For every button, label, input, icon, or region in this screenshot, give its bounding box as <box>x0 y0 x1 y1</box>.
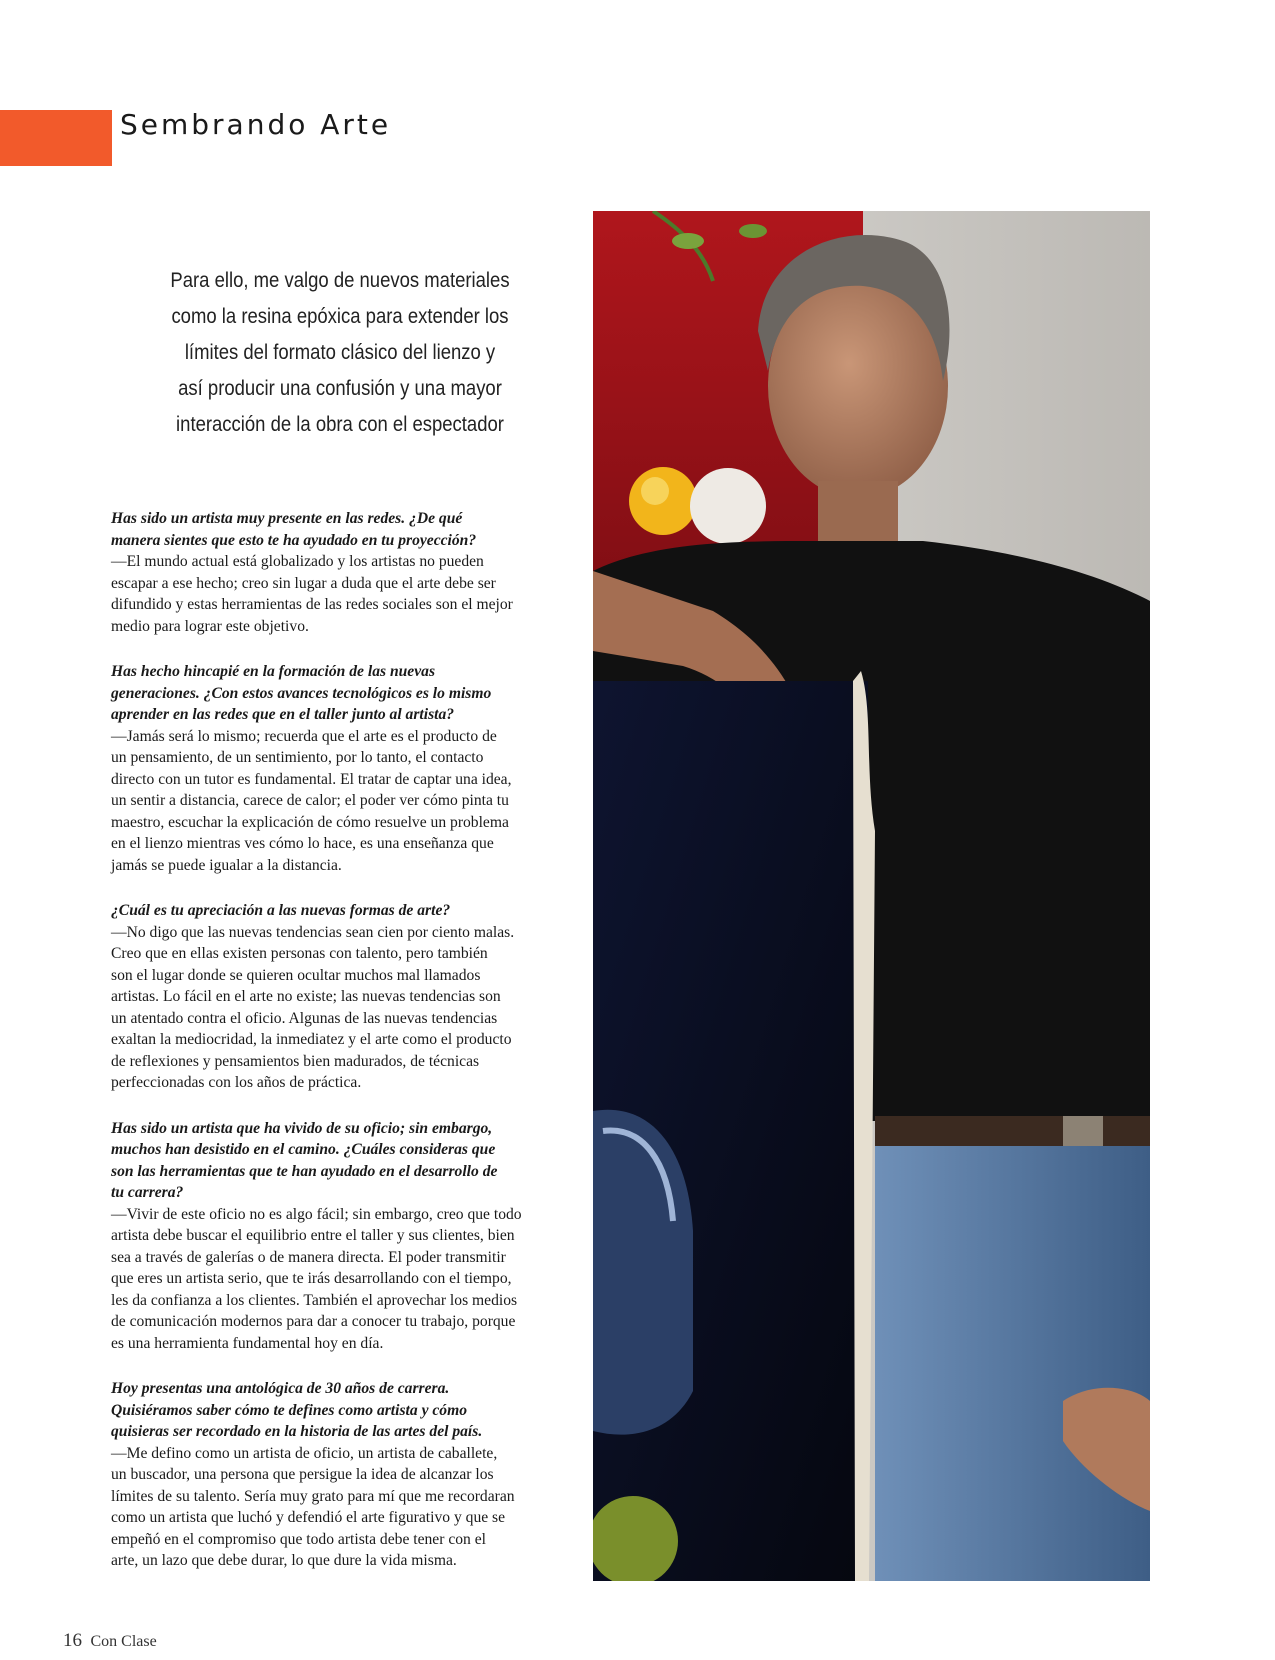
pull-quote-line: Para ello, me valgo de nuevos materiales <box>170 268 510 292</box>
page-footer <box>63 1630 157 1652</box>
answer-line: como un artista que luchó y defendió el arte figurativo y que se <box>111 1509 506 1526</box>
question-line: quisieras ser recordado en la historia de las artes del país. <box>111 1423 483 1440</box>
artist-portrait-photo <box>593 211 1150 1581</box>
answer <box>111 726 573 877</box>
answer-line: jamás se puede igualar a la distancia. <box>111 856 342 874</box>
answer-line: límites de su talento. Sería muy grato para mí que me recordaran <box>111 1487 515 1505</box>
qa-block <box>111 508 573 637</box>
answer-line: —No digo que las nuevas tendencias sean cien por ciento malas. <box>111 923 515 941</box>
question-line: Has sido un artista que ha vivido de su oficio; sin embargo, <box>111 1119 493 1137</box>
answer-line: escapar a ese hecho; creo sin lugar a duda que el arte debe ser <box>111 574 496 592</box>
answer-line: que eres un artista serio, que te irás desarrollando con el tiempo, <box>111 1270 512 1287</box>
answer-line: en el lienzo mientras ves cómo lo hace, es una enseñanza que <box>111 835 494 852</box>
pull-quote-line: límites del formato clásico del lienzo y <box>184 340 496 364</box>
question <box>111 508 573 551</box>
answer-line: son el lugar donde se quieren ocultar muchos mal llamados <box>111 966 481 984</box>
question <box>111 900 573 922</box>
qa-block <box>111 661 573 876</box>
answer <box>111 1443 573 1572</box>
pull-quote <box>159 262 520 442</box>
question-line: son las herramientas que te han ayudado en el desarrollo de <box>111 1162 498 1180</box>
answer <box>111 922 573 1094</box>
answer-line: un buscador, una persona que persigue la idea de alcanzar los <box>111 1466 494 1483</box>
section-title: Sembrando Arte <box>120 108 392 141</box>
question-line: Has sido un artista muy presente en las redes. ¿De qué <box>111 510 463 527</box>
answer-line: Creo que en ellas existen personas con talento, pero también <box>111 945 488 962</box>
qa-block <box>111 1378 573 1572</box>
answer-line: sea a través de galerías o de manera directa. El poder transmitir <box>111 1248 506 1266</box>
question <box>111 661 573 726</box>
answer-line: de reflexiones y pensamientos bien madurados, de técnicas <box>111 1052 480 1070</box>
pull-quote-line: así producir una confusión y una mayor <box>178 376 502 400</box>
answer-line: —El mundo actual está globalizado y los artistas no pueden <box>111 553 484 570</box>
answer-line: exaltan la mediocridad, la inmediatez y el arte como el producto <box>111 1031 512 1048</box>
answer-line: —Jamás será lo mismo; recuerda que el arte es el producto de <box>111 727 497 745</box>
answer-line: maestro, escuchar la explicación de cómo resuelve un problema <box>111 813 509 831</box>
question-line: generaciones. ¿Con estos avances tecnológicos es lo mismo <box>111 684 492 702</box>
question-line: Hoy presentas una antológica de 30 años de carrera. <box>111 1380 450 1397</box>
question <box>111 1378 573 1443</box>
page-number: 16 <box>63 1630 82 1651</box>
question-line: ¿Cuál es tu apreciación a las nuevas formas de arte? <box>111 902 451 919</box>
answer-line: empeñó en el compromiso que todo artista debe tener con el <box>111 1530 486 1548</box>
answer-line: artista debe buscar el equilibrio entre el taller y sus clientes, bien <box>111 1227 515 1244</box>
question-line: tu carrera? <box>111 1184 184 1201</box>
question-line: Has hecho hincapié en la formación de las nuevas <box>111 663 436 680</box>
answer-line: medio para lograr este objetivo. <box>111 617 309 635</box>
answer-line: les da confianza a los clientes. También el aprovechar los medios <box>111 1291 518 1309</box>
pull-quote-line: interacción de la obra con el espectador <box>176 412 504 436</box>
answer-line: directo con un tutor es fundamental. El tratar de captar una idea, <box>111 770 512 788</box>
section-accent-bar <box>0 110 112 166</box>
answer-line: perfeccionadas con los años de práctica. <box>111 1074 362 1091</box>
question-line: aprender en las redes que en el taller junto al artista? <box>111 706 455 723</box>
answer-line: —Vivir de este oficio no es algo fácil; sin embargo, creo que todo <box>111 1205 522 1223</box>
answer-line: es una herramienta fundamental hoy en día. <box>111 1334 384 1352</box>
answer-line: —Me defino como un artista de oficio, un artista de caballete, <box>111 1444 498 1462</box>
pull-quote-line: como la resina epóxica para extender los <box>171 304 509 328</box>
answer <box>111 1204 573 1355</box>
interview-article <box>111 508 573 1596</box>
answer-line: un atentado contra el oficio. Algunas de las nuevas tendencias <box>111 1009 498 1027</box>
answer-line: un pensamiento, de un sentimiento, por lo tanto, el contacto <box>111 749 484 766</box>
question-line: manera sientes que esto te ha ayudado en tu proyección? <box>111 531 477 549</box>
answer-line: un sentir a distancia, carece de calor; el poder ver cómo pinta tu <box>111 792 509 809</box>
answer-line: artistas. Lo fácil en el arte no existe; las nuevas tendencias son <box>111 988 501 1005</box>
question-line: muchos han desistido en el camino. ¿Cuáles consideras que <box>111 1141 496 1158</box>
qa-block <box>111 1118 573 1355</box>
magazine-name: Con Clase <box>90 1633 157 1650</box>
answer-line: difundido y estas herramientas de las redes sociales son el mejor <box>111 596 513 613</box>
answer-line: arte, un lazo que debe durar, lo que dure la vida misma. <box>111 1552 457 1569</box>
qa-block <box>111 900 573 1094</box>
question <box>111 1118 573 1204</box>
question-line: Quisiéramos saber cómo te defines como artista y cómo <box>111 1401 468 1419</box>
answer-line: de comunicación modernos para dar a conocer tu trabajo, porque <box>111 1313 516 1330</box>
answer <box>111 551 573 637</box>
